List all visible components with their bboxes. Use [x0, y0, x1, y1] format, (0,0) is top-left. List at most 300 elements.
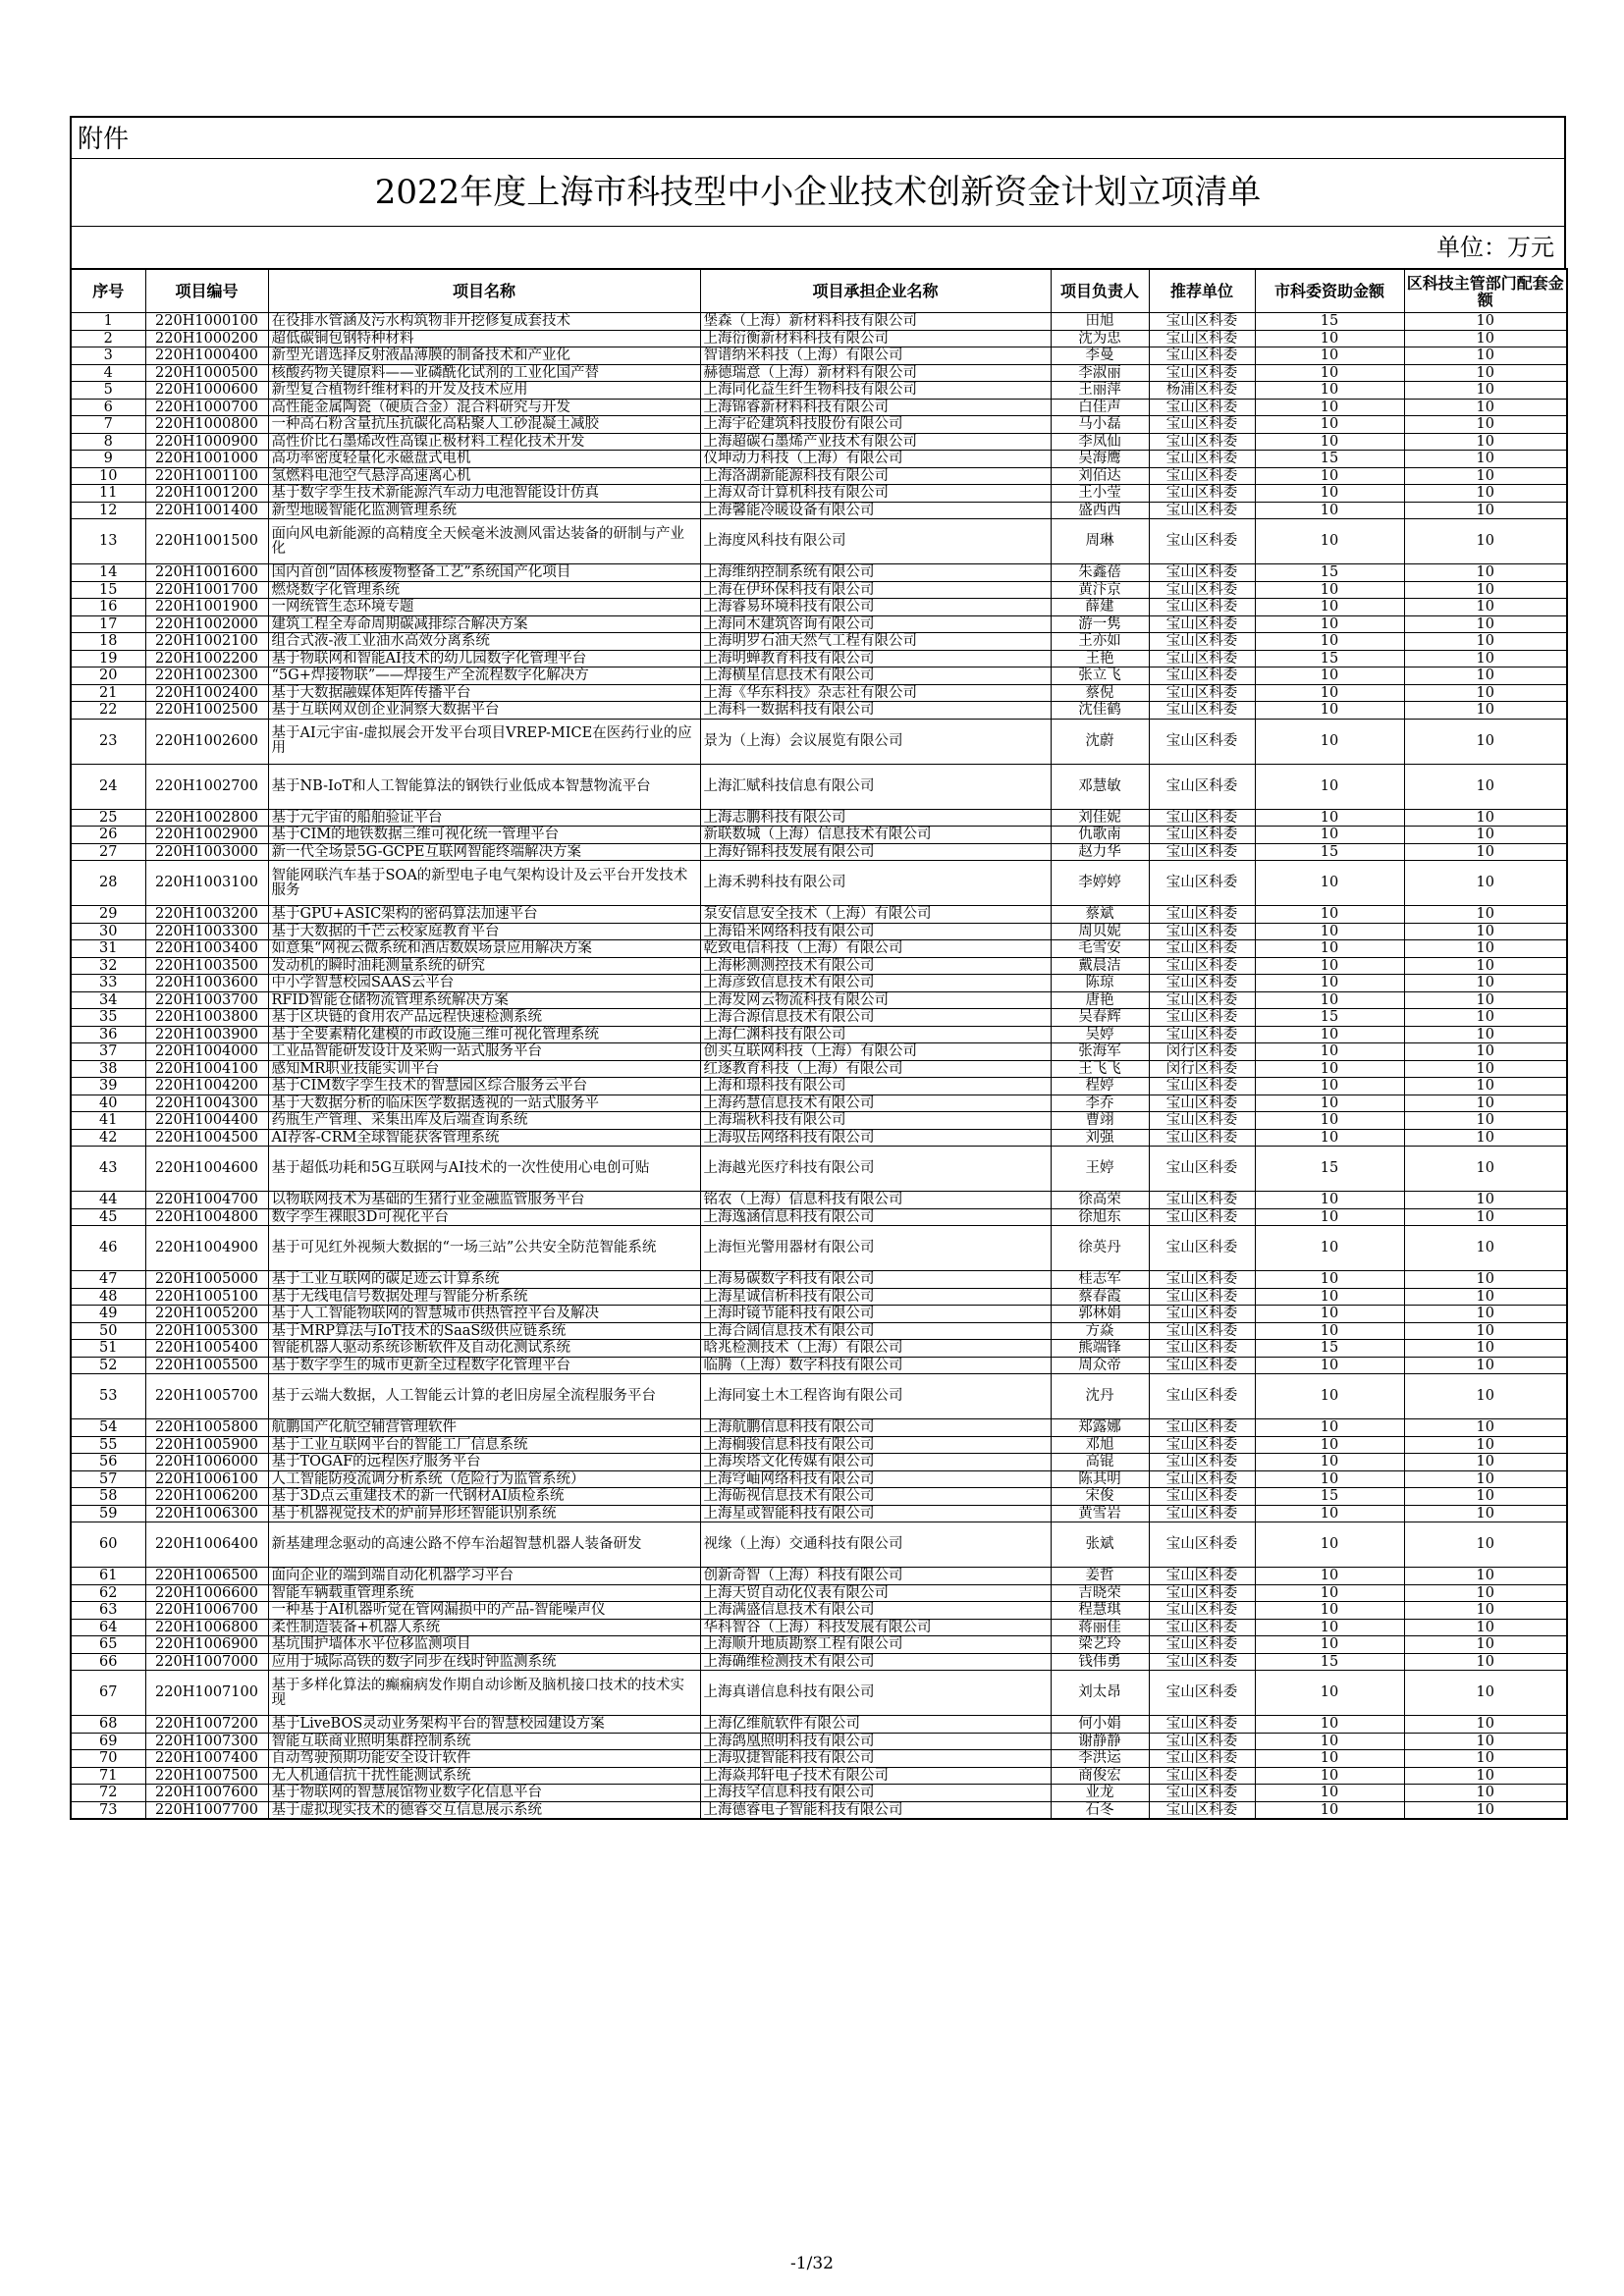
cell-city-funding: 10	[1255, 1288, 1404, 1306]
cell-recommender: 宝山区科委	[1149, 564, 1255, 582]
cell-index: 12	[71, 502, 145, 519]
cell-project-name: 一网统管生态环境专题	[268, 599, 700, 616]
cell-leader: 李乔	[1051, 1095, 1149, 1112]
cell-project-code: 220H1001700	[145, 581, 268, 599]
cell-project-name: 基于无线电信号数据处理与智能分析系统	[268, 1288, 700, 1306]
cell-district-funding: 10	[1404, 313, 1567, 331]
cell-district-funding: 10	[1404, 764, 1567, 809]
table-row	[71, 650, 1567, 667]
cell-recommender: 宝山区科委	[1149, 1340, 1255, 1358]
cell-recommender: 宝山区科委	[1149, 502, 1255, 519]
table-row	[71, 1288, 1567, 1306]
cell-recommender: 宝山区科委	[1149, 399, 1255, 416]
cell-project-code: 220H1004400	[145, 1112, 268, 1130]
cell-index: 68	[71, 1716, 145, 1734]
table-row	[71, 1454, 1567, 1471]
cell-project-code: 220H1004700	[145, 1192, 268, 1209]
cell-city-funding: 15	[1255, 1488, 1404, 1506]
header-index: 序号	[71, 269, 145, 313]
table-row	[71, 1374, 1567, 1419]
cell-project-name: 数字孪生裸眼3D可视化平台	[268, 1208, 700, 1226]
cell-district-funding: 10	[1404, 1671, 1567, 1716]
cell-project-name: 中小学智慧校园SAAS云平台	[268, 975, 700, 992]
cell-project-code: 220H1004100	[145, 1060, 268, 1078]
cell-leader: 曹翊	[1051, 1112, 1149, 1130]
cell-project-code: 220H1005400	[145, 1340, 268, 1358]
cell-project-name: 柔性制造装备+机器人系统	[268, 1619, 700, 1636]
cell-project-name: 基于NB-IoT和人工智能算法的钢铁行业低成本智慧物流平台	[268, 764, 700, 809]
cell-leader: 高锟	[1051, 1454, 1149, 1471]
cell-leader: 方焱	[1051, 1322, 1149, 1340]
cell-project-code: 220H1002200	[145, 650, 268, 667]
cell-city-funding: 10	[1255, 1436, 1404, 1454]
cell-project-name: 建筑工程全寿命周期碳减排综合解决方案	[268, 615, 700, 633]
cell-recommender: 宝山区科委	[1149, 650, 1255, 667]
cell-company: 上海埃塔文化传媒有限公司	[700, 1454, 1051, 1471]
cell-recommender: 宝山区科委	[1149, 1078, 1255, 1095]
cell-index: 35	[71, 1009, 145, 1027]
cell-company: 上海驭捷智能科技有限公司	[700, 1750, 1051, 1768]
cell-project-name: 基于工业互联网的碳足迹云计算系统	[268, 1271, 700, 1289]
table-row	[71, 467, 1567, 485]
cell-index: 1	[71, 313, 145, 331]
cell-recommender: 宝山区科委	[1149, 416, 1255, 434]
cell-index: 44	[71, 1192, 145, 1209]
table-row	[71, 615, 1567, 633]
cell-leader: 王飞飞	[1051, 1060, 1149, 1078]
cell-company: 智谱纳米科技（上海）有限公司	[700, 347, 1051, 365]
cell-company: 上海真谱信息科技有限公司	[700, 1671, 1051, 1716]
cell-district-funding: 10	[1404, 1419, 1567, 1437]
cell-city-funding: 10	[1255, 1043, 1404, 1061]
cell-project-name: 基于可见红外视频大数据的“一场三站”公共安全防范智能系统	[268, 1226, 700, 1271]
cell-city-funding: 10	[1255, 416, 1404, 434]
cell-project-code: 220H1007500	[145, 1767, 268, 1785]
cell-project-code: 220H1005700	[145, 1374, 268, 1419]
cell-leader: 商俊宏	[1051, 1767, 1149, 1785]
cell-district-funding: 10	[1404, 1785, 1567, 1802]
cell-project-name: 核酸药物关键原料——亚磷酰化试剂的工业化国产替	[268, 364, 700, 382]
table-row	[71, 1043, 1567, 1061]
cell-index: 62	[71, 1584, 145, 1602]
cell-district-funding: 10	[1404, 809, 1567, 827]
cell-index: 65	[71, 1636, 145, 1654]
table-row	[71, 1602, 1567, 1620]
cell-city-funding: 10	[1255, 991, 1404, 1009]
cell-project-name: AI荐客-CRM全球智能获客管理系统	[268, 1129, 700, 1147]
cell-city-funding: 10	[1255, 1026, 1404, 1043]
cell-company: 上海榈骏信息科技有限公司	[700, 1436, 1051, 1454]
cell-leader: 沈丹	[1051, 1374, 1149, 1419]
cell-company: 上海彦致信息技术有限公司	[700, 975, 1051, 992]
cell-recommender: 宝山区科委	[1149, 1271, 1255, 1289]
cell-city-funding: 10	[1255, 1568, 1404, 1585]
cell-company: 上海确维检测技术有限公司	[700, 1653, 1051, 1671]
cell-index: 27	[71, 843, 145, 861]
cell-city-funding: 10	[1255, 861, 1404, 906]
cell-project-code: 220H1003200	[145, 906, 268, 924]
cell-index: 29	[71, 906, 145, 924]
cell-leader: 熊端锋	[1051, 1340, 1149, 1358]
cell-city-funding: 10	[1255, 433, 1404, 451]
cell-city-funding: 10	[1255, 364, 1404, 382]
cell-project-code: 220H1000400	[145, 347, 268, 365]
table-row	[71, 1716, 1567, 1734]
cell-project-name: 燃烧数字化管理系统	[268, 581, 700, 599]
table-row	[71, 1767, 1567, 1785]
cell-district-funding: 10	[1404, 399, 1567, 416]
cell-city-funding: 10	[1255, 1671, 1404, 1716]
cell-leader: 王艳	[1051, 650, 1149, 667]
table-row	[71, 1340, 1567, 1358]
cell-city-funding: 10	[1255, 347, 1404, 365]
cell-index: 31	[71, 940, 145, 958]
cell-city-funding: 15	[1255, 564, 1404, 582]
cell-leader: 马小磊	[1051, 416, 1149, 434]
cell-city-funding: 10	[1255, 975, 1404, 992]
cell-district-funding: 10	[1404, 991, 1567, 1009]
table-row	[71, 923, 1567, 940]
cell-project-code: 220H1000900	[145, 433, 268, 451]
cell-index: 42	[71, 1129, 145, 1147]
cell-leader: 周众帝	[1051, 1357, 1149, 1374]
cell-recommender: 宝山区科委	[1149, 702, 1255, 720]
cell-company: 上海同化益生纤生物科技有限公司	[700, 382, 1051, 400]
cell-recommender: 宝山区科委	[1149, 809, 1255, 827]
cell-company: 上海明蝉教育科技有限公司	[700, 650, 1051, 667]
cell-recommender: 宝山区科委	[1149, 1568, 1255, 1585]
cell-city-funding: 10	[1255, 1322, 1404, 1340]
table-row	[71, 502, 1567, 519]
cell-project-name: 基于元宇宙的船舶验证平台	[268, 809, 700, 827]
cell-leader: 邓旭	[1051, 1436, 1149, 1454]
cell-district-funding: 10	[1404, 330, 1567, 347]
table-row	[71, 1505, 1567, 1522]
cell-index: 8	[71, 433, 145, 451]
cell-project-code: 220H1001900	[145, 599, 268, 616]
cell-city-funding: 10	[1255, 599, 1404, 616]
cell-recommender: 宝山区科委	[1149, 1288, 1255, 1306]
cell-district-funding: 10	[1404, 581, 1567, 599]
table-row	[71, 1095, 1567, 1112]
cell-recommender: 闵行区科委	[1149, 1060, 1255, 1078]
cell-project-code: 220H1005800	[145, 1419, 268, 1437]
cell-leader: 梁艺玲	[1051, 1636, 1149, 1654]
cell-recommender: 宝山区科委	[1149, 1584, 1255, 1602]
cell-leader: 白佳声	[1051, 399, 1149, 416]
cell-district-funding: 10	[1404, 667, 1567, 685]
cell-index: 34	[71, 991, 145, 1009]
cell-index: 9	[71, 451, 145, 468]
cell-recommender: 宝山区科委	[1149, 1522, 1255, 1568]
cell-project-name: 基于3D点云重建技术的新一代钢材AI质检系统	[268, 1488, 700, 1506]
cell-index: 33	[71, 975, 145, 992]
cell-project-name: 智能网联汽车基于SOA的新型电子电气架构设计及云平台开发技术服务	[268, 861, 700, 906]
cell-city-funding: 10	[1255, 1208, 1404, 1226]
cell-project-code: 220H1006100	[145, 1470, 268, 1488]
cell-project-code: 220H1000500	[145, 364, 268, 382]
table-row	[71, 313, 1567, 331]
cell-city-funding: 10	[1255, 809, 1404, 827]
cell-leader: 李洪运	[1051, 1750, 1149, 1768]
cell-project-code: 220H1002700	[145, 764, 268, 809]
cell-index: 4	[71, 364, 145, 382]
cell-index: 60	[71, 1522, 145, 1568]
cell-project-name: 自动驾驶预期功能安全设计软件	[268, 1750, 700, 1768]
cell-leader: 仇歌南	[1051, 827, 1149, 844]
table-row	[71, 906, 1567, 924]
cell-city-funding: 10	[1255, 1619, 1404, 1636]
header-company: 项目承担企业名称	[700, 269, 1051, 313]
table-row	[71, 684, 1567, 702]
cell-leader: 蔡斌	[1051, 906, 1149, 924]
table-row	[71, 633, 1567, 651]
cell-company: 上海合阔信息技术有限公司	[700, 1322, 1051, 1340]
cell-project-code: 220H1003800	[145, 1009, 268, 1027]
cell-recommender: 宝山区科委	[1149, 1470, 1255, 1488]
table-row	[71, 861, 1567, 906]
cell-index: 40	[71, 1095, 145, 1112]
cell-project-name: 新型地暖智能化监测管理系统	[268, 502, 700, 519]
cell-company: 上海志鹏科技有限公司	[700, 809, 1051, 827]
cell-recommender: 宝山区科委	[1149, 615, 1255, 633]
cell-city-funding: 10	[1255, 1801, 1404, 1819]
cell-index: 45	[71, 1208, 145, 1226]
cell-city-funding: 10	[1255, 1419, 1404, 1437]
cell-index: 7	[71, 416, 145, 434]
cell-recommender: 宝山区科委	[1149, 1716, 1255, 1734]
cell-recommender: 宝山区科委	[1149, 433, 1255, 451]
cell-city-funding: 10	[1255, 1060, 1404, 1078]
cell-project-name: 发动机的瞬时油耗测量系统的研究	[268, 957, 700, 975]
cell-project-code: 220H1002500	[145, 702, 268, 720]
cell-project-name: 基于GPU+ASIC架构的密码算法加速平台	[268, 906, 700, 924]
cell-company: 上海同木建筑咨询有限公司	[700, 615, 1051, 633]
cell-project-name: 如意集“网视云微系统和酒店数娱场景应用解决方案	[268, 940, 700, 958]
cell-company: 上海逸涵信息科技有限公司	[700, 1208, 1051, 1226]
cell-leader: 王小莹	[1051, 485, 1149, 503]
cell-index: 18	[71, 633, 145, 651]
cell-leader: 沈蔚	[1051, 719, 1149, 764]
cell-index: 61	[71, 1568, 145, 1585]
cell-project-code: 220H1000100	[145, 313, 268, 331]
table-row	[71, 1653, 1567, 1671]
cell-project-code: 220H1002000	[145, 615, 268, 633]
cell-district-funding: 10	[1404, 1357, 1567, 1374]
cell-district-funding: 10	[1404, 923, 1567, 940]
cell-leader: 沈为忠	[1051, 330, 1149, 347]
project-table	[70, 268, 1568, 1820]
table-row	[71, 940, 1567, 958]
cell-index: 48	[71, 1288, 145, 1306]
cell-district-funding: 10	[1404, 1192, 1567, 1209]
cell-company: 上海科一数据科技有限公司	[700, 702, 1051, 720]
cell-project-code: 220H1007400	[145, 1750, 268, 1768]
cell-leader: 张海军	[1051, 1043, 1149, 1061]
cell-leader: 程婷	[1051, 1078, 1149, 1095]
cell-index: 57	[71, 1470, 145, 1488]
cell-project-code: 220H1005300	[145, 1322, 268, 1340]
cell-district-funding: 10	[1404, 1436, 1567, 1454]
cell-district-funding: 10	[1404, 1750, 1567, 1768]
cell-project-code: 220H1006200	[145, 1488, 268, 1506]
table-row	[71, 1078, 1567, 1095]
cell-leader: 周琳	[1051, 519, 1149, 564]
table-row	[71, 451, 1567, 468]
cell-leader: 业龙	[1051, 1785, 1149, 1802]
cell-index: 32	[71, 957, 145, 975]
cell-district-funding: 10	[1404, 719, 1567, 764]
cell-project-code: 220H1005200	[145, 1306, 268, 1323]
cell-index: 66	[71, 1653, 145, 1671]
cell-index: 64	[71, 1619, 145, 1636]
cell-index: 28	[71, 861, 145, 906]
cell-recommender: 宝山区科委	[1149, 1505, 1255, 1522]
cell-recommender: 宝山区科委	[1149, 1374, 1255, 1419]
cell-leader: 吴海鹰	[1051, 451, 1149, 468]
cell-project-name: 面向风电新能源的高精度全天候毫米波测风雷达装备的研制与产业化	[268, 519, 700, 564]
cell-company: 上海明罗石油天然气工程有限公司	[700, 633, 1051, 651]
cell-recommender: 宝山区科委	[1149, 1009, 1255, 1027]
cell-district-funding: 10	[1404, 1147, 1567, 1192]
cell-project-name: 高功率密度轻量化永磁盘式电机	[268, 451, 700, 468]
cell-index: 69	[71, 1733, 145, 1750]
cell-city-funding: 10	[1255, 1374, 1404, 1419]
cell-index: 67	[71, 1671, 145, 1716]
cell-leader: 周贝妮	[1051, 923, 1149, 940]
table-row	[71, 1733, 1567, 1750]
cell-project-name: 智能互联商业照明集群控制系统	[268, 1733, 700, 1750]
cell-city-funding: 15	[1255, 1653, 1404, 1671]
cell-city-funding: 10	[1255, 1095, 1404, 1112]
cell-recommender: 闵行区科委	[1149, 1043, 1255, 1061]
cell-district-funding: 10	[1404, 502, 1567, 519]
cell-company: 仪坤动力科技（上海）有限公司	[700, 451, 1051, 468]
cell-leader: 谢静静	[1051, 1733, 1149, 1750]
cell-city-funding: 10	[1255, 1192, 1404, 1209]
cell-project-name: 基于物联网的智慧展馆物业数字化信息平台	[268, 1785, 700, 1802]
cell-index: 3	[71, 347, 145, 365]
cell-project-name: 基于数字孪生技术新能源汽车动力电池智能设计仿真	[268, 485, 700, 503]
cell-company: 上海砺视信息技术有限公司	[700, 1488, 1051, 1506]
cell-index: 20	[71, 667, 145, 685]
cell-recommender: 宝山区科委	[1149, 1436, 1255, 1454]
cell-project-name: 一种高石粉含量抗压抗碳化高粘聚人工砂混凝土减胶	[268, 416, 700, 434]
cell-leader: 吴婷	[1051, 1026, 1149, 1043]
table-row	[71, 764, 1567, 809]
cell-leader: 李凤仙	[1051, 433, 1149, 451]
cell-index: 56	[71, 1454, 145, 1471]
cell-district-funding: 10	[1404, 1602, 1567, 1620]
cell-project-code: 220H1007600	[145, 1785, 268, 1802]
cell-project-code: 220H1001200	[145, 485, 268, 503]
cell-district-funding: 10	[1404, 861, 1567, 906]
cell-leader: 张斌	[1051, 1522, 1149, 1568]
cell-city-funding: 10	[1255, 906, 1404, 924]
table-row	[71, 843, 1567, 861]
cell-district-funding: 10	[1404, 1306, 1567, 1323]
cell-project-name: 面向企业的端到端自动化机器学习平台	[268, 1568, 700, 1585]
cell-project-code: 220H1006800	[145, 1619, 268, 1636]
cell-project-code: 220H1001500	[145, 519, 268, 564]
cell-index: 63	[71, 1602, 145, 1620]
cell-project-code: 220H1001000	[145, 451, 268, 468]
cell-project-code: 220H1002300	[145, 667, 268, 685]
table-row	[71, 564, 1567, 582]
cell-city-funding: 10	[1255, 1785, 1404, 1802]
cell-city-funding: 10	[1255, 382, 1404, 400]
cell-project-code: 220H1006900	[145, 1636, 268, 1654]
cell-project-name: RFID智能仓储物流管理系统解决方案	[268, 991, 700, 1009]
cell-district-funding: 10	[1404, 1078, 1567, 1095]
cell-leader: 朱鑫蓓	[1051, 564, 1149, 582]
cell-project-name: 基于全要素精化建模的市政设施三维可视化管理系统	[268, 1026, 700, 1043]
cell-project-code: 220H1003500	[145, 957, 268, 975]
cell-company: 创买互联网科技（上海）有限公司	[700, 1043, 1051, 1061]
cell-city-funding: 10	[1255, 330, 1404, 347]
table-row	[71, 1192, 1567, 1209]
table-row	[71, 330, 1567, 347]
cell-city-funding: 10	[1255, 940, 1404, 958]
document-sheet	[70, 116, 1566, 1820]
cell-project-code: 220H1002600	[145, 719, 268, 764]
cell-leader: 薛建	[1051, 599, 1149, 616]
cell-project-name: 应用于城际高铁的数字同步在线时钟监测系统	[268, 1653, 700, 1671]
table-row	[71, 1436, 1567, 1454]
cell-district-funding: 10	[1404, 1454, 1567, 1471]
cell-project-name: 国内首创“固体核废物整备工艺”系统国产化项目	[268, 564, 700, 582]
cell-district-funding: 10	[1404, 1636, 1567, 1654]
cell-district-funding: 10	[1404, 1505, 1567, 1522]
cell-district-funding: 10	[1404, 615, 1567, 633]
cell-leader: 何小娟	[1051, 1716, 1149, 1734]
header-district-funding: 区科技主管部门配套金额	[1404, 269, 1567, 313]
table-row	[71, 1060, 1567, 1078]
cell-project-name: 超低碳铜包钢特种材料	[268, 330, 700, 347]
cell-leader: 程慧琪	[1051, 1602, 1149, 1620]
table-row	[71, 364, 1567, 382]
cell-project-code: 220H1007000	[145, 1653, 268, 1671]
table-row	[71, 1026, 1567, 1043]
cell-district-funding: 10	[1404, 1288, 1567, 1306]
cell-project-name: 以物联网技术为基础的生猪行业金融监管服务平台	[268, 1192, 700, 1209]
cell-city-funding: 10	[1255, 1271, 1404, 1289]
cell-project-code: 220H1006400	[145, 1522, 268, 1568]
cell-district-funding: 10	[1404, 433, 1567, 451]
cell-company: 上海天贸自动化仪表有限公司	[700, 1584, 1051, 1602]
cell-project-name: 基于MRP算法与IoT技术的SaaS级供应链系统	[268, 1322, 700, 1340]
cell-company: 上海亿维航软件有限公司	[700, 1716, 1051, 1734]
cell-index: 70	[71, 1750, 145, 1768]
cell-city-funding: 10	[1255, 1470, 1404, 1488]
cell-district-funding: 10	[1404, 347, 1567, 365]
cell-district-funding: 10	[1404, 827, 1567, 844]
cell-city-funding: 10	[1255, 1636, 1404, 1654]
cell-company: 上海焱邦轩电子技术有限公司	[700, 1767, 1051, 1785]
cell-index: 58	[71, 1488, 145, 1506]
cell-district-funding: 10	[1404, 1470, 1567, 1488]
cell-district-funding: 10	[1404, 451, 1567, 468]
cell-leader: 郭林娟	[1051, 1306, 1149, 1323]
cell-project-name: 智能机器人驱动系统诊断软件及自动化测试系统	[268, 1340, 700, 1358]
cell-project-code: 220H1006700	[145, 1602, 268, 1620]
cell-leader: 盛西西	[1051, 502, 1149, 519]
cell-project-code: 220H1003700	[145, 991, 268, 1009]
cell-company: 上海维纳控制系统有限公司	[700, 564, 1051, 582]
cell-recommender: 宝山区科委	[1149, 1226, 1255, 1271]
cell-recommender: 宝山区科委	[1149, 1322, 1255, 1340]
cell-index: 26	[71, 827, 145, 844]
